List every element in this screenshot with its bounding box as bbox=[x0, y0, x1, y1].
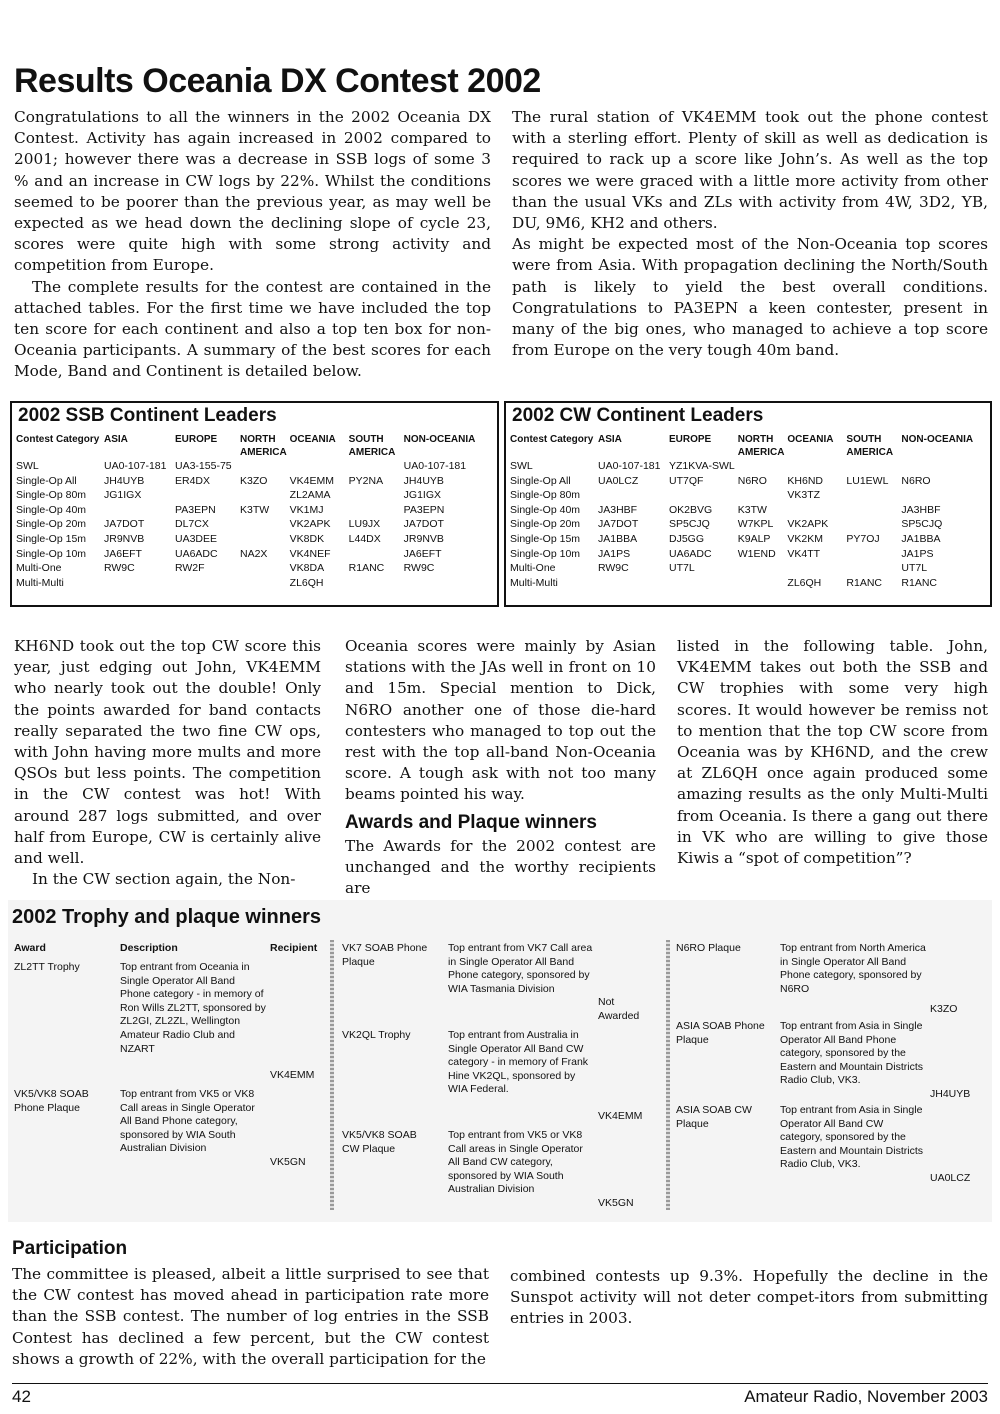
cw-table-cell: UT7QF bbox=[669, 474, 704, 487]
ssb-table-cell: NA2X bbox=[240, 547, 268, 560]
ssb-table-cell: JH4UYB bbox=[403, 474, 444, 487]
ssb-table-cell: SWL bbox=[16, 460, 39, 472]
cw-table-cell: JA1BBA bbox=[901, 532, 941, 545]
cw-table-cell: K9ALP bbox=[737, 532, 771, 545]
cw-table-cell: OK2BVG bbox=[669, 503, 713, 516]
trophy-description-6: Top entrant from North America in Single Operator All Band Phone category, sponsored by N6RO bbox=[780, 942, 926, 995]
trophy-recipient-6: K3ZO bbox=[930, 1003, 958, 1015]
ssb-table-row bbox=[16, 561, 487, 576]
ssb-header-category: Contest Category bbox=[16, 434, 100, 445]
trophy-description-3: Top entrant from VK7 Call area in Single Operator All Band Phone category, sponsored by WIA Tasmania Division bbox=[448, 942, 593, 995]
ssb-table-cell: JR9NVB bbox=[403, 532, 444, 545]
ssb-table-cell: UA3DEE bbox=[175, 532, 218, 545]
ssb-table-cell: K3ZO bbox=[240, 474, 268, 487]
cw-table-cell bbox=[738, 459, 788, 474]
cw-table-cell bbox=[846, 561, 901, 576]
middle-column-1 bbox=[14, 636, 321, 890]
cw-table-row bbox=[510, 459, 984, 474]
ssb-table-cell: VK2APK bbox=[289, 518, 331, 531]
middle-paragraph-2b: The Awards for the 2002 contest are unchanged and the worthy recipients are bbox=[345, 836, 656, 898]
intro-left-column bbox=[14, 107, 491, 383]
ssb-table-cell: Single-Op 10m bbox=[16, 547, 87, 560]
ssb-table-cell: JA7DOT bbox=[403, 518, 444, 531]
cw-table-cell: R1ANC bbox=[901, 576, 937, 589]
ssb-leaders-box bbox=[10, 401, 499, 607]
cw-table-row bbox=[510, 503, 984, 518]
ssb-table-cell: ER4DX bbox=[175, 474, 211, 487]
ssb-table-cell: JG1IGX bbox=[104, 489, 142, 502]
cw-table-cell: N6RO bbox=[737, 474, 767, 487]
ssb-table-cell: VK4EMM bbox=[289, 474, 334, 487]
trophy-header-award: Award bbox=[14, 942, 46, 954]
cw-table-cell bbox=[738, 576, 788, 591]
cw-table-cell: W1END bbox=[737, 547, 776, 560]
trophy-recipient-7: JH4UYB bbox=[930, 1088, 971, 1100]
trophy-divider-2 bbox=[666, 940, 670, 1210]
cw-table-cell: Single-Op 15m bbox=[510, 532, 581, 545]
ssb-header-europe: EUROPE bbox=[175, 434, 218, 445]
page-number: 42 bbox=[12, 1387, 31, 1406]
cw-header-non-oceania: NON-OCEANIA bbox=[901, 434, 974, 445]
ssb-table-cell bbox=[104, 576, 175, 591]
cw-table-cell: JA1PS bbox=[901, 547, 934, 560]
ssb-table-cell: K3TW bbox=[240, 503, 270, 516]
cw-table-cell: ZL6QH bbox=[787, 576, 822, 589]
participation-right bbox=[510, 1266, 988, 1330]
trophy-award-5: VK5/VK8 SOAB CW Plaque bbox=[342, 1129, 417, 1155]
cw-table-cell bbox=[846, 459, 901, 474]
cw-table-cell: JA3HBF bbox=[901, 503, 941, 516]
cw-table-cell: N6RO bbox=[901, 474, 931, 487]
ssb-header-non-oceania: NON-OCEANIA bbox=[403, 434, 476, 445]
ssb-table-cell: LU9JX bbox=[348, 518, 381, 531]
cw-table-cell bbox=[901, 459, 984, 474]
trophy-description-8: Top entrant from Asia in Single Operator All Band CW category, sponsored by the Eastern and Mountain Districts Radio Club, VK3. bbox=[780, 1104, 923, 1171]
cw-table-cell: JA7DOT bbox=[598, 518, 639, 531]
trophy-description-7: Top entrant from Asia in Single Operator All Band Phone category, sponsored by the Eastern and Mountain Districts Radio Club, VK3. bbox=[780, 1020, 923, 1087]
ssb-table-cell: RW9C bbox=[403, 562, 435, 575]
cw-table-row bbox=[510, 532, 984, 547]
cw-table-row bbox=[510, 547, 984, 562]
cw-header-category: Contest Category bbox=[510, 434, 594, 445]
trophy-award-2: VK5/VK8 SOAB Phone Plaque bbox=[14, 1088, 89, 1114]
cw-table-cell bbox=[669, 488, 738, 503]
ssb-table-cell bbox=[240, 532, 290, 547]
middle-paragraph-3: listed in the following table. John, VK4EMM takes out both the SSB and CW trophies with some very high scores. It would however be remiss not to mention that the top CW score from Oceania was by KH6ND, and the crew at ZL6QH once again produced some amazing results as the only Multi-Multi from Oceania. Is there a gang out there in VK who are willing to give those Kiwis a “spot of competition”? bbox=[677, 637, 988, 868]
ssb-header-south-america: SOUTH AMERICA bbox=[348, 434, 396, 458]
ssb-table-cell bbox=[349, 503, 404, 518]
ssb-leaders-title: 2002 SSB Continent Leaders bbox=[18, 405, 277, 426]
cw-table-cell: Multi-One bbox=[510, 562, 556, 575]
trophy-header-description: Description bbox=[120, 942, 178, 954]
ssb-table-cell: JA6EFT bbox=[403, 547, 442, 560]
ssb-header-asia: ASIA bbox=[104, 434, 128, 445]
ssb-table-row bbox=[16, 459, 487, 474]
trophy-award-4: VK2QL Trophy bbox=[342, 1029, 411, 1041]
cw-table-cell: LU1EWL bbox=[846, 474, 889, 487]
ssb-header-north-america: NORTH AMERICA bbox=[240, 434, 287, 458]
ssb-table-cell bbox=[175, 576, 240, 591]
middle-column-2 bbox=[345, 636, 656, 899]
ssb-table-cell: UA0-107-181 bbox=[104, 460, 167, 472]
middle-paragraph-1b: In the CW section again, the Non- bbox=[32, 870, 296, 889]
trophy-title: 2002 Trophy and plaque winners bbox=[12, 906, 321, 928]
ssb-table-cell: UA0-107-181 bbox=[403, 460, 467, 472]
ssb-table-cell bbox=[349, 459, 404, 474]
cw-table-cell: SP5CJQ bbox=[901, 518, 943, 531]
cw-table-cell: VK3TZ bbox=[787, 489, 821, 502]
ssb-table-cell: DL7CX bbox=[175, 518, 209, 531]
ssb-table-cell: Single-Op 40m bbox=[16, 503, 87, 516]
ssb-table-cell bbox=[290, 459, 349, 474]
cw-table-cell bbox=[598, 576, 669, 591]
cw-table-cell bbox=[738, 488, 788, 503]
trophy-section bbox=[8, 900, 992, 1222]
ssb-table-cell: UA6ADC bbox=[175, 547, 218, 560]
cw-table-cell: Single-Op 80m bbox=[510, 489, 581, 502]
cw-leaders-table bbox=[510, 433, 984, 590]
participation-left bbox=[12, 1264, 489, 1370]
cw-table-cell bbox=[846, 503, 901, 518]
cw-leaders-box bbox=[504, 401, 992, 607]
ssb-table-cell: RW2F bbox=[175, 562, 205, 575]
cw-table-cell bbox=[901, 488, 984, 503]
cw-table-cell: SWL bbox=[510, 460, 533, 472]
trophy-description-1: Top entrant from Oceania in Single Operator All Band Phone category - in memory of Ron Wills ZL2TT, sponsored by ZL2GI, ZL2ZL, Wellington Amateur Radio Club and NZART bbox=[120, 961, 266, 1055]
ssb-table-cell bbox=[240, 576, 290, 591]
participation-heading: Participation bbox=[12, 1238, 128, 1259]
cw-header-north-america: NORTH AMERICA bbox=[737, 434, 785, 458]
ssb-table-row bbox=[16, 517, 487, 532]
cw-leaders-title: 2002 CW Continent Leaders bbox=[512, 405, 764, 426]
middle-paragraph-1: KH6ND took out the top CW score this year, just edging out John, VK4EMM who nearly took out the double! Only the points awarded for band contacts really separated the two fine CW ops, with John having more mults and more QSOs but less points. The competition in the CW contest was hot! With around 287 logs submitted, and over half from Europe, CW is certainly alive and well. bbox=[14, 637, 321, 868]
cw-table-cell: UT7L bbox=[669, 562, 695, 575]
cw-table-cell: UT7L bbox=[901, 562, 928, 575]
intro-right-column bbox=[512, 107, 988, 361]
cw-table-cell: JA1BBA bbox=[598, 532, 638, 545]
ssb-table-cell bbox=[104, 503, 175, 518]
ssb-table-cell: UA3-155-75 bbox=[175, 460, 232, 472]
ssb-table-cell bbox=[404, 576, 487, 591]
trophy-header-recipient: Recipient bbox=[270, 942, 318, 954]
ssb-table-cell bbox=[240, 517, 290, 532]
middle-paragraph-2: Oceania scores were mainly by Asian stations with the JAs well in front on 10 and 15m. Special mention to Dick, N6RO another one of those die-hard contesters who managed to top out the rest with the top all-band Non-Oceania score. A tough ask with not too many beams pointed his way. bbox=[345, 637, 656, 804]
ssb-table-row bbox=[16, 503, 487, 518]
trophy-award-3: VK7 SOAB Phone Plaque bbox=[342, 942, 428, 968]
ssb-table-cell: VK8DK bbox=[289, 532, 325, 545]
cw-table-cell: VK2APK bbox=[787, 518, 829, 531]
cw-table-cell: YZ1KVA-SWL bbox=[669, 460, 735, 472]
intro-paragraph-2: The complete results for the contest are contained in the attached tables. For the first time we have included the top ten score for each continent and also a top ten box for non-Oceania participants. A summary of the best scores for each Mode, Band and Continent is detailed below. bbox=[14, 277, 491, 381]
trophy-description-5: Top entrant from VK5 or VK8 Call areas in Single Operator All Band CW category, sponsored by WIA South Australian Division bbox=[448, 1129, 583, 1196]
ssb-header-oceania: OCEANIA bbox=[289, 434, 336, 445]
ssb-table-row bbox=[16, 576, 487, 591]
cw-table-cell bbox=[598, 488, 669, 503]
awards-heading: Awards and Plaque winners bbox=[345, 811, 598, 833]
ssb-table-cell: Single-Op 20m bbox=[16, 518, 87, 531]
cw-header-south-america: SOUTH AMERICA bbox=[846, 434, 894, 458]
ssb-table-cell bbox=[349, 547, 404, 562]
ssb-table-row bbox=[16, 547, 487, 562]
cw-table-cell: VK4TT bbox=[787, 547, 821, 560]
ssb-table-cell bbox=[175, 488, 240, 503]
intro-paragraph-1: Congratulations to all the winners in the 2002 Oceania DX Contest. Activity has again increased in 2002 compared to 2001; however there was a decrease in SSB logs of some 3 % and an increase in CW logs by 22%. Whilst the conditions seemed to be poorer than the previous year, as may well be expected as we head down the declining slope of cycle 23, scores were quite high with some strong activity and competition from Europe. bbox=[14, 108, 491, 275]
cw-header-europe: EUROPE bbox=[669, 434, 712, 445]
cw-table-cell: K3TW bbox=[737, 503, 767, 516]
ssb-table-cell: Single-Op 15m bbox=[16, 532, 87, 545]
ssb-table-cell bbox=[240, 561, 290, 576]
cw-table-cell bbox=[787, 503, 846, 518]
cw-table-cell bbox=[846, 547, 901, 562]
ssb-table-cell: JA6EFT bbox=[104, 547, 142, 560]
cw-table-cell bbox=[738, 561, 788, 576]
trophy-recipient-4: VK4EMM bbox=[598, 1110, 643, 1122]
ssb-table-row bbox=[16, 474, 487, 489]
trophy-award-6: N6RO Plaque bbox=[676, 942, 741, 954]
cw-table-cell bbox=[846, 488, 901, 503]
cw-table-cell: UA6ADC bbox=[669, 547, 712, 560]
cw-table-cell: JA1PS bbox=[598, 547, 631, 560]
trophy-description-4: Top entrant from Australia in Single Operator All Band CW category - in memory of Frank Hine VK2QL, sponsored by WIA Federal. bbox=[448, 1029, 589, 1096]
trophy-recipient-1: VK4EMM bbox=[270, 1069, 315, 1081]
ssb-table-cell: Single-Op 80m bbox=[16, 489, 87, 502]
cw-table-cell: PY7OJ bbox=[846, 532, 880, 545]
participation-paragraph-1: The committee is pleased, albeit a little surprised to see that the CW contest has moved ahead in participation rate more than the SSB contest. The number of log entries in the SSB Contest has declined a few percent, but the CW contest shows a growth of 22%, with the overall participation for the bbox=[12, 1265, 489, 1368]
cw-table-row bbox=[510, 561, 984, 576]
ssb-table-cell: JR9NVB bbox=[104, 532, 145, 545]
cw-table-cell bbox=[669, 576, 738, 591]
ssb-table-row bbox=[16, 488, 487, 503]
trophy-description-2: Top entrant from VK5 or VK8 Call areas in Single Operator All Band Phone category, sponsored by WIA South Australian Division bbox=[120, 1088, 255, 1155]
ssb-table-cell: Multi-Multi bbox=[16, 576, 64, 589]
intro-paragraph-4: As might be expected most of the Non-Oceania top scores were from Asia. With propagation declining the North/South path is likely to yield the best overall conditions. Congratulations to PA3EPN a keen contester, present in many of the big ones, who managed to achieve a top score from Europe on the very tough 40m band. bbox=[512, 235, 988, 360]
ssb-table-cell: PA3EPN bbox=[403, 503, 445, 516]
trophy-divider-1 bbox=[330, 940, 334, 1210]
ssb-table-cell bbox=[349, 488, 404, 503]
ssb-table-cell: JH4UYB bbox=[104, 474, 145, 487]
ssb-table-cell: PA3EPN bbox=[175, 503, 216, 516]
intro-paragraph-3: The rural station of VK4EMM took out the phone contest with a sterling effort. Plenty of skill as well as dedication is required to rack up a score like John’s. As well as the top scores we were graced with a little more activity from other than the usual VKs and ZLs with activity from 4W, 3D2, YB, DU, 9M6, KH2 and others. bbox=[512, 108, 988, 233]
cw-table-cell bbox=[846, 517, 901, 532]
cw-table-cell: Multi-Multi bbox=[510, 576, 558, 589]
ssb-table-cell bbox=[349, 576, 404, 591]
cw-table-cell: JA3HBF bbox=[598, 503, 638, 516]
cw-table-cell: VK2KM bbox=[787, 532, 824, 545]
trophy-award-7: ASIA SOAB Phone Plaque bbox=[676, 1020, 765, 1046]
ssb-table-cell: L44DX bbox=[348, 532, 381, 545]
cw-table-cell: SP5CJQ bbox=[669, 518, 710, 531]
ssb-table-cell: R1ANC bbox=[348, 562, 385, 575]
page-title: Results Oceania DX Contest 2002 bbox=[14, 62, 541, 100]
trophy-recipient-2: VK5GN bbox=[270, 1156, 306, 1168]
participation-paragraph-2: combined contests up 9.3%. Hopefully the decline in the Sunspot activity will not deter compet-itors from submitting entries in 2003. bbox=[510, 1267, 988, 1328]
trophy-recipient-3: Not Awarded bbox=[598, 996, 640, 1022]
ssb-table-cell: Multi-One bbox=[16, 562, 62, 575]
cw-table-cell: W7KPL bbox=[737, 518, 774, 531]
cw-table-cell bbox=[787, 459, 846, 474]
publication-footer: Amateur Radio, November 2003 bbox=[744, 1387, 988, 1406]
cw-table-cell: KH6ND bbox=[787, 474, 823, 487]
ssb-table-cell: PY2NA bbox=[348, 474, 384, 487]
trophy-recipient-8: UA0LCZ bbox=[930, 1172, 971, 1184]
ssb-table-cell: VK8DA bbox=[289, 562, 325, 575]
cw-table-cell: UA0-107-181 bbox=[598, 460, 661, 472]
ssb-table-cell: RW9C bbox=[104, 562, 135, 575]
cw-table-row bbox=[510, 488, 984, 503]
cw-table-row bbox=[510, 517, 984, 532]
cw-table-row bbox=[510, 474, 984, 489]
cw-table-cell: UA0LCZ bbox=[598, 474, 639, 487]
cw-table-cell bbox=[787, 561, 846, 576]
trophy-award-8: ASIA SOAB CW Plaque bbox=[676, 1104, 752, 1130]
cw-table-cell: Single-Op 40m bbox=[510, 503, 581, 516]
cw-table-cell: Single-Op 20m bbox=[510, 518, 581, 531]
cw-header-asia: ASIA bbox=[598, 434, 622, 445]
cw-table-cell: Single-Op All bbox=[510, 474, 571, 487]
ssb-table-cell bbox=[240, 459, 290, 474]
cw-table-cell: Single-Op 10m bbox=[510, 547, 581, 560]
ssb-table-cell: Single-Op All bbox=[16, 474, 77, 487]
trophy-recipient-5: VK5GN bbox=[598, 1197, 634, 1209]
cw-table-cell: RW9C bbox=[598, 562, 629, 575]
cw-table-cell: DJ5GG bbox=[669, 532, 705, 545]
cw-table-row bbox=[510, 576, 984, 591]
ssb-table-cell: ZL2AMA bbox=[289, 489, 331, 502]
ssb-table-cell: ZL6QH bbox=[289, 576, 324, 589]
ssb-table-cell: VK4NEF bbox=[289, 547, 331, 560]
middle-column-3 bbox=[677, 636, 988, 869]
ssb-table-cell: VK1MJ bbox=[289, 503, 324, 516]
ssb-table-cell: JG1IGX bbox=[403, 489, 442, 502]
ssb-leaders-table bbox=[16, 433, 487, 590]
footer-rule bbox=[12, 1383, 988, 1384]
ssb-table-cell bbox=[240, 488, 290, 503]
trophy-award-1: ZL2TT Trophy bbox=[14, 961, 80, 973]
ssb-table-cell: JA7DOT bbox=[104, 518, 145, 531]
cw-header-oceania: OCEANIA bbox=[787, 434, 834, 445]
ssb-table-row bbox=[16, 532, 487, 547]
cw-table-cell: R1ANC bbox=[846, 576, 882, 589]
